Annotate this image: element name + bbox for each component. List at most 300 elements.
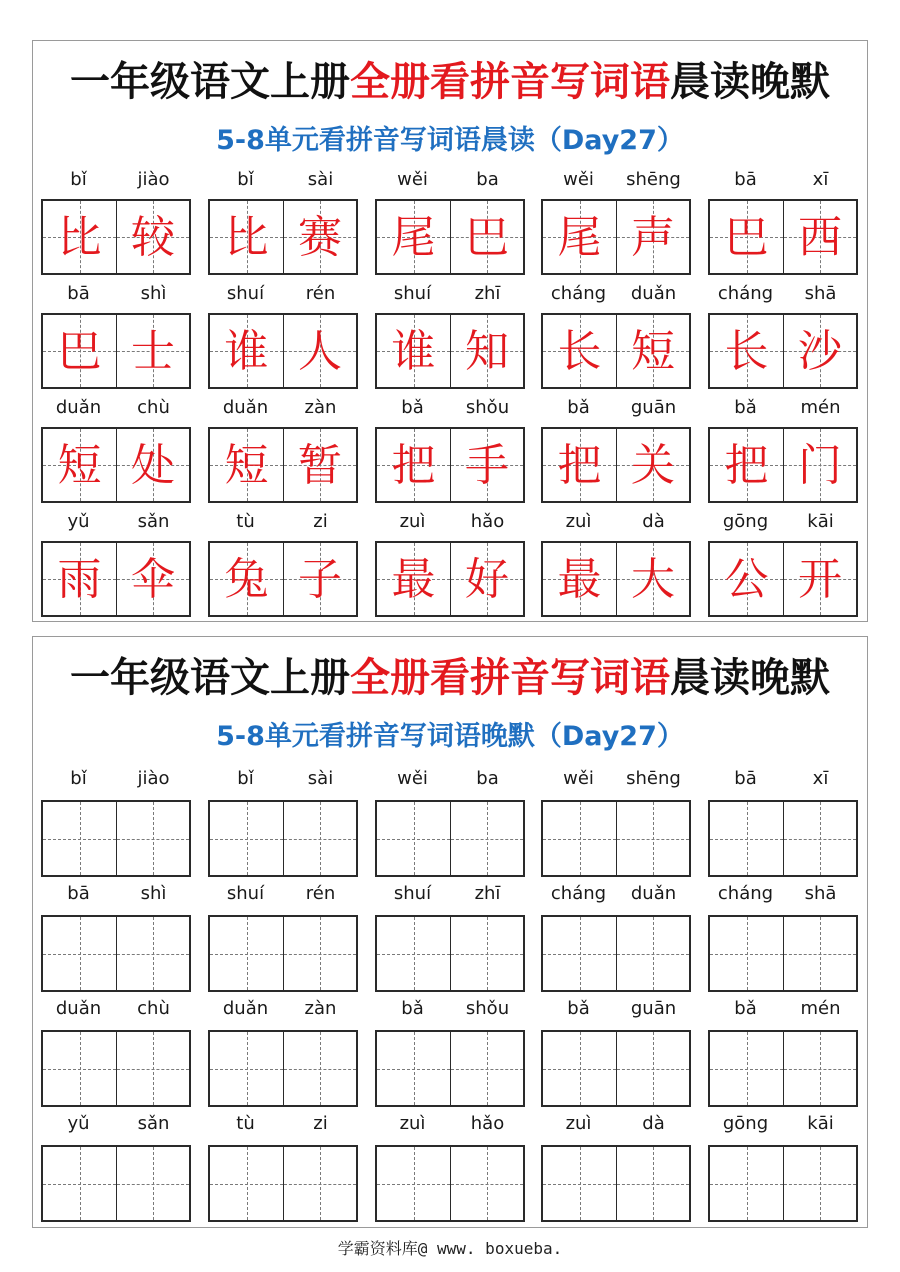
tianzige-cell <box>783 201 856 273</box>
word-row <box>41 994 861 1109</box>
hanzi-character: 处 <box>131 440 175 491</box>
hanzi-character: 巴 <box>465 212 509 263</box>
pinyin-row <box>41 165 191 195</box>
word-row <box>41 165 861 279</box>
pinyin-syllable: yǔ <box>67 511 90 532</box>
hanzi-character: 谁 <box>391 326 436 377</box>
tianzige-cell[interactable] <box>543 917 616 990</box>
pinyin-row <box>41 994 191 1024</box>
writing-grid <box>541 800 691 877</box>
pinyin-syllable: duǎn <box>222 998 269 1019</box>
pinyin-syllable: zhī <box>474 283 501 304</box>
pinyin-syllable: ba <box>476 768 499 789</box>
pinyin-syllable: zi <box>313 511 328 532</box>
pinyin-syllable: zuì <box>565 1113 592 1134</box>
tianzige-cell <box>710 315 783 387</box>
pinyin-row <box>208 994 358 1024</box>
writing-grid <box>375 427 525 503</box>
evening-dictation-panel <box>32 636 868 1228</box>
hanzi-character: 把 <box>557 440 602 491</box>
hanzi-character: 长 <box>724 326 769 377</box>
pinyin-syllable: dà <box>642 1113 665 1134</box>
tianzige-cell[interactable] <box>710 802 783 875</box>
hanzi-character: 暂 <box>298 440 342 491</box>
pinyin-syllable: bǐ <box>237 169 254 190</box>
tianzige-cell <box>283 429 356 501</box>
tianzige-cell[interactable] <box>783 917 856 990</box>
pinyin-syllable: cháng <box>550 883 607 904</box>
word-item <box>208 764 358 879</box>
writing-grid <box>708 427 858 503</box>
pinyin-syllable: duǎn <box>55 998 102 1019</box>
pinyin-syllable: rén <box>305 883 336 904</box>
hanzi-character: 士 <box>131 326 175 377</box>
pinyin-syllable: shā <box>804 283 837 304</box>
hanzi-character: 最 <box>557 554 602 605</box>
title-part-1: 一年级语文上册 <box>70 59 350 105</box>
tianzige-cell <box>377 201 450 273</box>
tianzige-cell[interactable] <box>116 917 189 990</box>
word-item <box>208 165 358 279</box>
title-part-highlight: 全册看拼音写词语 <box>350 655 670 701</box>
word-item <box>41 994 191 1109</box>
hanzi-character: 公 <box>724 554 769 605</box>
title-part-1: 一年级语文上册 <box>70 655 350 701</box>
writing-grid <box>41 800 191 877</box>
pinyin-syllable: sài <box>307 169 334 190</box>
pinyin-syllable: shuí <box>226 883 265 904</box>
pinyin-syllable: xī <box>812 169 829 190</box>
pinyin-syllable: tù <box>236 511 255 532</box>
pinyin-syllable: bǎ <box>567 998 590 1019</box>
word-item <box>541 879 691 994</box>
pinyin-row <box>41 279 191 309</box>
tianzige-cell[interactable] <box>616 1147 689 1220</box>
tianzige-cell <box>283 315 356 387</box>
tianzige-cell[interactable] <box>450 1147 523 1220</box>
pinyin-syllable: bǎ <box>401 397 424 418</box>
pinyin-syllable: wěi <box>563 768 594 789</box>
tianzige-cell[interactable] <box>616 917 689 990</box>
pinyin-syllable: duǎn <box>630 283 677 304</box>
writing-grid <box>375 1030 525 1107</box>
tianzige-cell <box>710 201 783 273</box>
pinyin-row <box>208 1109 358 1139</box>
page-title <box>33 653 867 703</box>
tianzige-cell <box>616 315 689 387</box>
writing-grid <box>375 915 525 992</box>
word-row <box>41 393 861 507</box>
hanzi-character: 巴 <box>57 326 102 377</box>
pinyin-syllable: shuí <box>393 883 432 904</box>
pinyin-syllable: gōng <box>722 1113 769 1134</box>
pinyin-row <box>541 279 691 309</box>
word-row <box>41 279 861 393</box>
pinyin-syllable: bǎ <box>734 397 757 418</box>
tianzige-cell <box>377 315 450 387</box>
pinyin-syllable: cháng <box>717 283 774 304</box>
pinyin-syllable: bǐ <box>70 169 87 190</box>
word-item <box>708 165 858 279</box>
tianzige-cell <box>616 543 689 615</box>
writing-grid <box>208 1030 358 1107</box>
pinyin-row <box>541 393 691 423</box>
pinyin-syllable: ba <box>476 169 499 190</box>
writing-grid <box>41 541 191 617</box>
pinyin-syllable: yǔ <box>67 1113 90 1134</box>
pinyin-row <box>208 165 358 195</box>
tianzige-cell <box>450 315 523 387</box>
writing-grid <box>375 800 525 877</box>
hanzi-character: 声 <box>631 212 675 263</box>
tianzige-cell[interactable] <box>377 1032 450 1105</box>
writing-grid <box>375 541 525 617</box>
tianzige-cell[interactable] <box>543 1032 616 1105</box>
pinyin-syllable: zuì <box>565 511 592 532</box>
pinyin-syllable: wěi <box>563 169 594 190</box>
word-item <box>41 1109 191 1224</box>
tianzige-cell <box>377 543 450 615</box>
hanzi-character: 开 <box>798 554 842 605</box>
tianzige-cell <box>116 543 189 615</box>
pinyin-row <box>41 879 191 909</box>
writing-grid <box>708 1145 858 1222</box>
hanzi-character: 伞 <box>131 554 175 605</box>
tianzige-cell <box>543 315 616 387</box>
hanzi-character: 尾 <box>391 212 436 263</box>
word-item <box>375 165 525 279</box>
tianzige-cell[interactable] <box>210 1147 283 1220</box>
writing-grid <box>708 800 858 877</box>
tianzige-cell[interactable] <box>450 802 523 875</box>
pinyin-row <box>708 764 858 794</box>
tianzige-cell <box>210 429 283 501</box>
hanzi-character: 比 <box>224 212 269 263</box>
hanzi-character: 雨 <box>57 554 102 605</box>
word-item <box>541 994 691 1109</box>
word-grid-morning <box>41 165 861 621</box>
tianzige-cell[interactable] <box>283 917 356 990</box>
word-item <box>41 879 191 994</box>
tianzige-cell <box>210 315 283 387</box>
hanzi-character: 巴 <box>724 212 769 263</box>
pinyin-syllable: mén <box>800 397 841 418</box>
writing-grid <box>41 1145 191 1222</box>
word-item <box>41 507 191 621</box>
hanzi-character: 比 <box>57 212 102 263</box>
writing-grid <box>41 1030 191 1107</box>
hanzi-character: 知 <box>465 326 509 377</box>
tianzige-cell <box>43 201 116 273</box>
pinyin-row <box>708 165 858 195</box>
pinyin-row <box>375 879 525 909</box>
writing-grid <box>708 199 858 275</box>
tianzige-cell[interactable] <box>616 1032 689 1105</box>
tianzige-cell <box>43 429 116 501</box>
hanzi-character: 赛 <box>298 212 342 263</box>
writing-grid <box>708 541 858 617</box>
pinyin-row <box>708 393 858 423</box>
tianzige-cell[interactable] <box>543 802 616 875</box>
pinyin-syllable: tù <box>236 1113 255 1134</box>
hanzi-character: 谁 <box>224 326 269 377</box>
pinyin-row <box>708 879 858 909</box>
tianzige-cell[interactable] <box>116 802 189 875</box>
pinyin-syllable: sài <box>307 768 334 789</box>
tianzige-cell <box>450 543 523 615</box>
word-item <box>708 879 858 994</box>
pinyin-syllable: bā <box>67 883 90 904</box>
tianzige-cell <box>616 201 689 273</box>
pinyin-syllable: sǎn <box>137 511 170 532</box>
tianzige-cell <box>710 543 783 615</box>
title-part-highlight: 全册看拼音写词语 <box>350 59 670 105</box>
tianzige-cell[interactable] <box>543 1147 616 1220</box>
tianzige-cell[interactable] <box>377 1147 450 1220</box>
word-item <box>375 279 525 393</box>
pinyin-row <box>375 994 525 1024</box>
tianzige-cell[interactable] <box>710 1147 783 1220</box>
pinyin-row <box>208 879 358 909</box>
pinyin-syllable: zàn <box>304 397 337 418</box>
word-item <box>208 279 358 393</box>
word-row <box>41 1109 861 1224</box>
word-item <box>375 1109 525 1224</box>
writing-grid <box>708 1030 858 1107</box>
word-item <box>375 994 525 1109</box>
pinyin-row <box>541 165 691 195</box>
tianzige-cell[interactable] <box>783 1147 856 1220</box>
tianzige-cell[interactable] <box>283 1147 356 1220</box>
pinyin-row <box>708 1109 858 1139</box>
pinyin-row <box>375 507 525 537</box>
pinyin-syllable: zàn <box>304 998 337 1019</box>
writing-grid <box>375 199 525 275</box>
pinyin-syllable: sǎn <box>137 1113 170 1134</box>
pinyin-syllable: xī <box>812 768 829 789</box>
pinyin-syllable: hǎo <box>470 1113 505 1134</box>
pinyin-syllable: kāi <box>807 1113 834 1134</box>
tianzige-cell[interactable] <box>116 1032 189 1105</box>
writing-grid <box>208 800 358 877</box>
pinyin-syllable: guān <box>630 998 677 1019</box>
tianzige-cell <box>116 429 189 501</box>
word-item <box>708 1109 858 1224</box>
writing-grid <box>375 313 525 389</box>
hanzi-character: 子 <box>298 554 342 605</box>
word-item <box>41 279 191 393</box>
hanzi-character: 短 <box>57 440 102 491</box>
word-item <box>708 393 858 507</box>
pinyin-syllable: shǒu <box>465 998 510 1019</box>
tianzige-cell[interactable] <box>783 1032 856 1105</box>
pinyin-syllable: bǐ <box>70 768 87 789</box>
hanzi-character: 短 <box>631 326 675 377</box>
writing-grid <box>41 915 191 992</box>
pinyin-row <box>375 279 525 309</box>
tianzige-cell[interactable] <box>377 917 450 990</box>
tianzige-cell[interactable] <box>450 1032 523 1105</box>
pinyin-syllable: gōng <box>722 511 769 532</box>
pinyin-row <box>375 764 525 794</box>
hanzi-character: 最 <box>391 554 436 605</box>
tianzige-cell <box>783 315 856 387</box>
pinyin-row <box>708 279 858 309</box>
tianzige-cell[interactable] <box>210 917 283 990</box>
word-item <box>541 393 691 507</box>
pinyin-syllable: kāi <box>807 511 834 532</box>
tianzige-cell[interactable] <box>377 802 450 875</box>
hanzi-character: 较 <box>131 212 175 263</box>
tianzige-cell[interactable] <box>43 917 116 990</box>
pinyin-row <box>541 879 691 909</box>
pinyin-syllable: shì <box>140 283 167 304</box>
tianzige-cell <box>210 201 283 273</box>
page-title <box>33 57 867 107</box>
tianzige-cell[interactable] <box>210 802 283 875</box>
title-part-2: 晨读晚默 <box>670 655 830 701</box>
tianzige-cell[interactable] <box>43 1032 116 1105</box>
hanzi-character: 尾 <box>557 212 602 263</box>
tianzige-cell <box>783 543 856 615</box>
tianzige-cell[interactable] <box>616 802 689 875</box>
tianzige-cell <box>450 201 523 273</box>
pinyin-syllable: cháng <box>717 883 774 904</box>
pinyin-row <box>208 393 358 423</box>
pinyin-syllable: bā <box>734 169 757 190</box>
hanzi-character: 把 <box>391 440 436 491</box>
word-item <box>208 507 358 621</box>
word-item <box>375 507 525 621</box>
pinyin-syllable: shēng <box>626 768 681 789</box>
writing-grid <box>541 199 691 275</box>
pinyin-syllable: jiào <box>137 169 170 190</box>
hanzi-character: 把 <box>724 440 769 491</box>
pinyin-row <box>41 393 191 423</box>
pinyin-row <box>208 507 358 537</box>
pinyin-row <box>208 279 358 309</box>
word-item <box>208 393 358 507</box>
tianzige-cell[interactable] <box>43 1147 116 1220</box>
tianzige-cell <box>377 429 450 501</box>
word-item <box>708 764 858 879</box>
hanzi-character: 西 <box>798 212 842 263</box>
tianzige-cell <box>283 201 356 273</box>
pinyin-syllable: shǒu <box>465 397 510 418</box>
pinyin-syllable: zuì <box>399 511 426 532</box>
pinyin-row <box>708 507 858 537</box>
word-row <box>41 879 861 994</box>
pinyin-syllable: bǎ <box>567 397 590 418</box>
hanzi-character: 手 <box>465 440 509 491</box>
tianzige-cell <box>783 429 856 501</box>
writing-grid <box>708 313 858 389</box>
word-item <box>541 165 691 279</box>
writing-grid <box>208 199 358 275</box>
tianzige-cell <box>710 429 783 501</box>
section-subtitle: 5-8单元看拼音写词语晨读（Day27） <box>216 125 684 156</box>
writing-grid <box>208 915 358 992</box>
hanzi-character: 沙 <box>798 326 842 377</box>
word-item <box>541 279 691 393</box>
word-item <box>375 393 525 507</box>
pinyin-row <box>375 165 525 195</box>
writing-grid <box>208 1145 358 1222</box>
tianzige-cell[interactable] <box>43 802 116 875</box>
tianzige-cell <box>116 315 189 387</box>
writing-grid <box>541 1030 691 1107</box>
pinyin-syllable: dà <box>642 511 665 532</box>
word-item <box>208 1109 358 1224</box>
pinyin-syllable: bǎ <box>401 998 424 1019</box>
writing-grid <box>208 427 358 503</box>
pinyin-syllable: shuí <box>393 283 432 304</box>
writing-grid <box>541 915 691 992</box>
pinyin-syllable: bā <box>67 283 90 304</box>
writing-grid <box>208 541 358 617</box>
pinyin-syllable: shā <box>804 883 837 904</box>
pinyin-syllable: chù <box>137 998 170 1019</box>
word-item <box>41 165 191 279</box>
word-item <box>41 764 191 879</box>
writing-grid <box>41 199 191 275</box>
tianzige-cell[interactable] <box>116 1147 189 1220</box>
tianzige-cell <box>283 543 356 615</box>
hanzi-character: 大 <box>631 554 675 605</box>
tianzige-cell <box>210 543 283 615</box>
hanzi-character: 长 <box>557 326 602 377</box>
tianzige-cell[interactable] <box>283 1032 356 1105</box>
morning-reading-panel <box>32 40 868 622</box>
tianzige-cell[interactable] <box>710 917 783 990</box>
pinyin-syllable: wěi <box>397 169 428 190</box>
tianzige-cell[interactable] <box>710 1032 783 1105</box>
pinyin-syllable: guān <box>630 397 677 418</box>
writing-grid <box>41 427 191 503</box>
tianzige-cell[interactable] <box>210 1032 283 1105</box>
word-grid-evening <box>41 764 861 1224</box>
tianzige-cell[interactable] <box>783 802 856 875</box>
tianzige-cell <box>543 201 616 273</box>
pinyin-row <box>41 1109 191 1139</box>
word-row <box>41 507 861 621</box>
pinyin-syllable: zuì <box>399 1113 426 1134</box>
pinyin-row <box>208 764 358 794</box>
pinyin-syllable: shuí <box>226 283 265 304</box>
hanzi-character: 门 <box>798 440 842 491</box>
word-row <box>41 764 861 879</box>
writing-grid <box>41 313 191 389</box>
writing-grid <box>541 313 691 389</box>
tianzige-cell <box>616 429 689 501</box>
pinyin-syllable: mén <box>800 998 841 1019</box>
pinyin-row <box>541 994 691 1024</box>
pinyin-syllable: shì <box>140 883 167 904</box>
pinyin-row <box>41 507 191 537</box>
pinyin-row <box>375 393 525 423</box>
hanzi-character: 短 <box>224 440 269 491</box>
pinyin-syllable: hǎo <box>470 511 505 532</box>
word-item <box>208 994 358 1109</box>
title-part-2: 晨读晚默 <box>670 59 830 105</box>
pinyin-row <box>541 507 691 537</box>
tianzige-cell[interactable] <box>283 802 356 875</box>
footer-watermark: 学霸资料库@ www. boxueba. <box>337 1239 563 1258</box>
word-item <box>541 507 691 621</box>
pinyin-syllable: bǎ <box>734 998 757 1019</box>
tianzige-cell[interactable] <box>450 917 523 990</box>
word-item <box>708 279 858 393</box>
